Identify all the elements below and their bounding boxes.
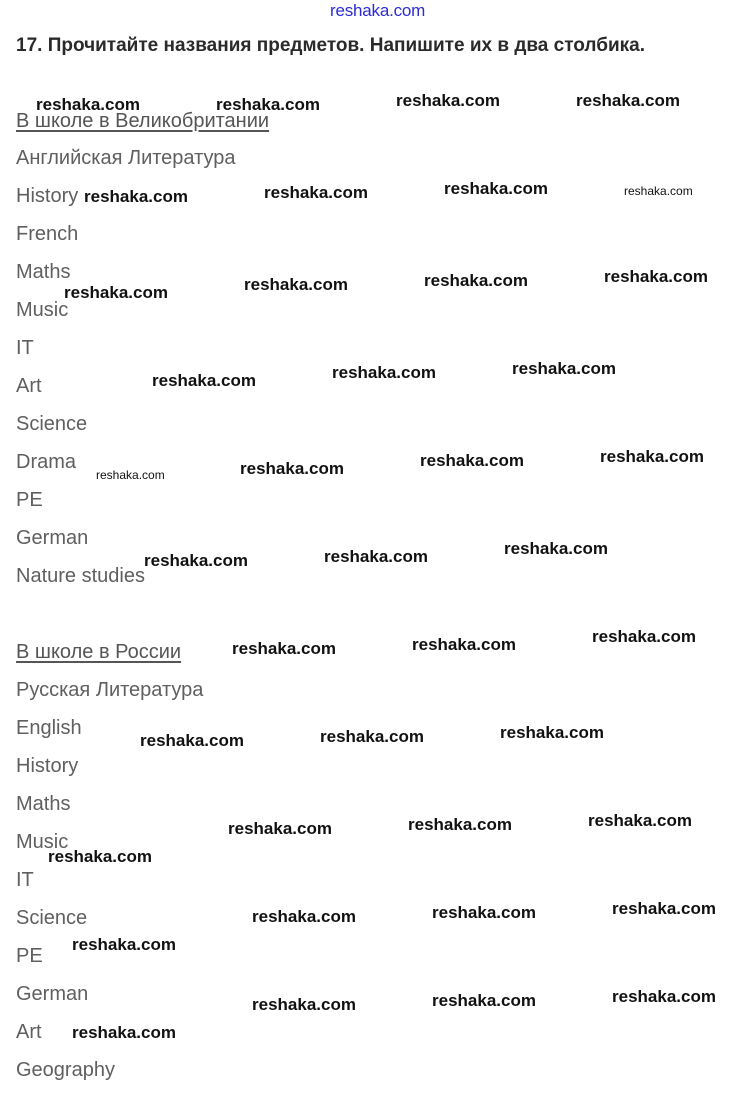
watermark: reshaka.com [408,815,512,834]
russia-subject-item: Русская Литература [16,679,204,701]
watermark: reshaka.com [424,271,528,290]
watermark: reshaka.com [604,267,708,286]
watermark: reshaka.com [324,547,428,566]
watermark: reshaka.com [420,451,524,470]
uk-subject-item: Science [16,413,88,435]
uk-heading: В школе в Великобритании [16,110,270,132]
russia-subject-item: IT [16,869,34,891]
watermark: reshaka.com [444,179,548,198]
russia-subject-item: Maths [16,793,71,815]
russia-subject-item: History [16,755,79,777]
uk-subject-item: Nature studies [16,565,145,587]
watermark: reshaka.com [152,371,256,390]
watermark: reshaka.com [332,363,436,382]
watermark: reshaka.com [624,184,693,198]
watermark: reshaka.com [500,723,604,742]
russia-subject-item: English [16,717,82,739]
watermark: reshaka.com [48,847,152,866]
uk-subject-item: Art [16,375,42,397]
watermark: reshaka.com [396,91,500,110]
watermark: reshaka.com [432,991,536,1010]
watermark: reshaka.com [252,995,356,1014]
russia-subject-item: Music [16,831,69,853]
russia-subject-item: Science [16,907,88,929]
site-link[interactable]: reshaka.com [330,1,426,20]
task-title: 17. Прочитайте названия предметов. Напишите их в два столбика. [16,35,645,56]
russia-subject-item: PE [16,945,43,967]
watermark: reshaka.com [252,907,356,926]
watermark: reshaka.com [64,283,168,302]
watermark: reshaka.com [232,639,336,658]
uk-subject-item: PE [16,489,43,511]
watermark: reshaka.com [612,987,716,1006]
uk-subject-item: IT [16,337,34,359]
watermark: reshaka.com [140,731,244,750]
watermark: reshaka.com [264,183,368,202]
watermark: reshaka.com [244,275,348,294]
watermark: reshaka.com [72,1023,176,1042]
watermark: reshaka.com [504,539,608,558]
watermark: reshaka.com [600,447,704,466]
watermark: reshaka.com [592,627,696,646]
watermark: reshaka.com [320,727,424,746]
russia-heading: В школе в России [16,641,182,663]
watermark: reshaka.com [96,468,165,482]
uk-subject-item: Music [16,299,69,321]
watermark: reshaka.com [432,903,536,922]
russia-subject-item: Art [16,1021,42,1043]
uk-subject-item: Английская Литература [16,147,236,169]
uk-subject-item: French [16,223,79,245]
watermark: reshaka.com [512,359,616,378]
watermark: reshaka.com [612,899,716,918]
uk-subject-item: Maths [16,261,71,283]
watermark: reshaka.com [216,95,320,114]
watermark: reshaka.com [144,551,248,570]
russia-subject-item: Geography [16,1059,115,1081]
uk-subject-item: German [16,527,89,549]
russia-subject-item: German [16,983,89,1005]
uk-subject-item: Drama [16,451,77,473]
watermark: reshaka.com [240,459,344,478]
watermark: reshaka.com [412,635,516,654]
watermark: reshaka.com [588,811,692,830]
watermark: reshaka.com [228,819,332,838]
uk-subject-item: History [16,185,79,207]
watermark: reshaka.com [72,935,176,954]
watermark: reshaka.com [84,187,188,206]
watermark: reshaka.com [576,91,680,110]
watermark: reshaka.com [36,95,140,114]
